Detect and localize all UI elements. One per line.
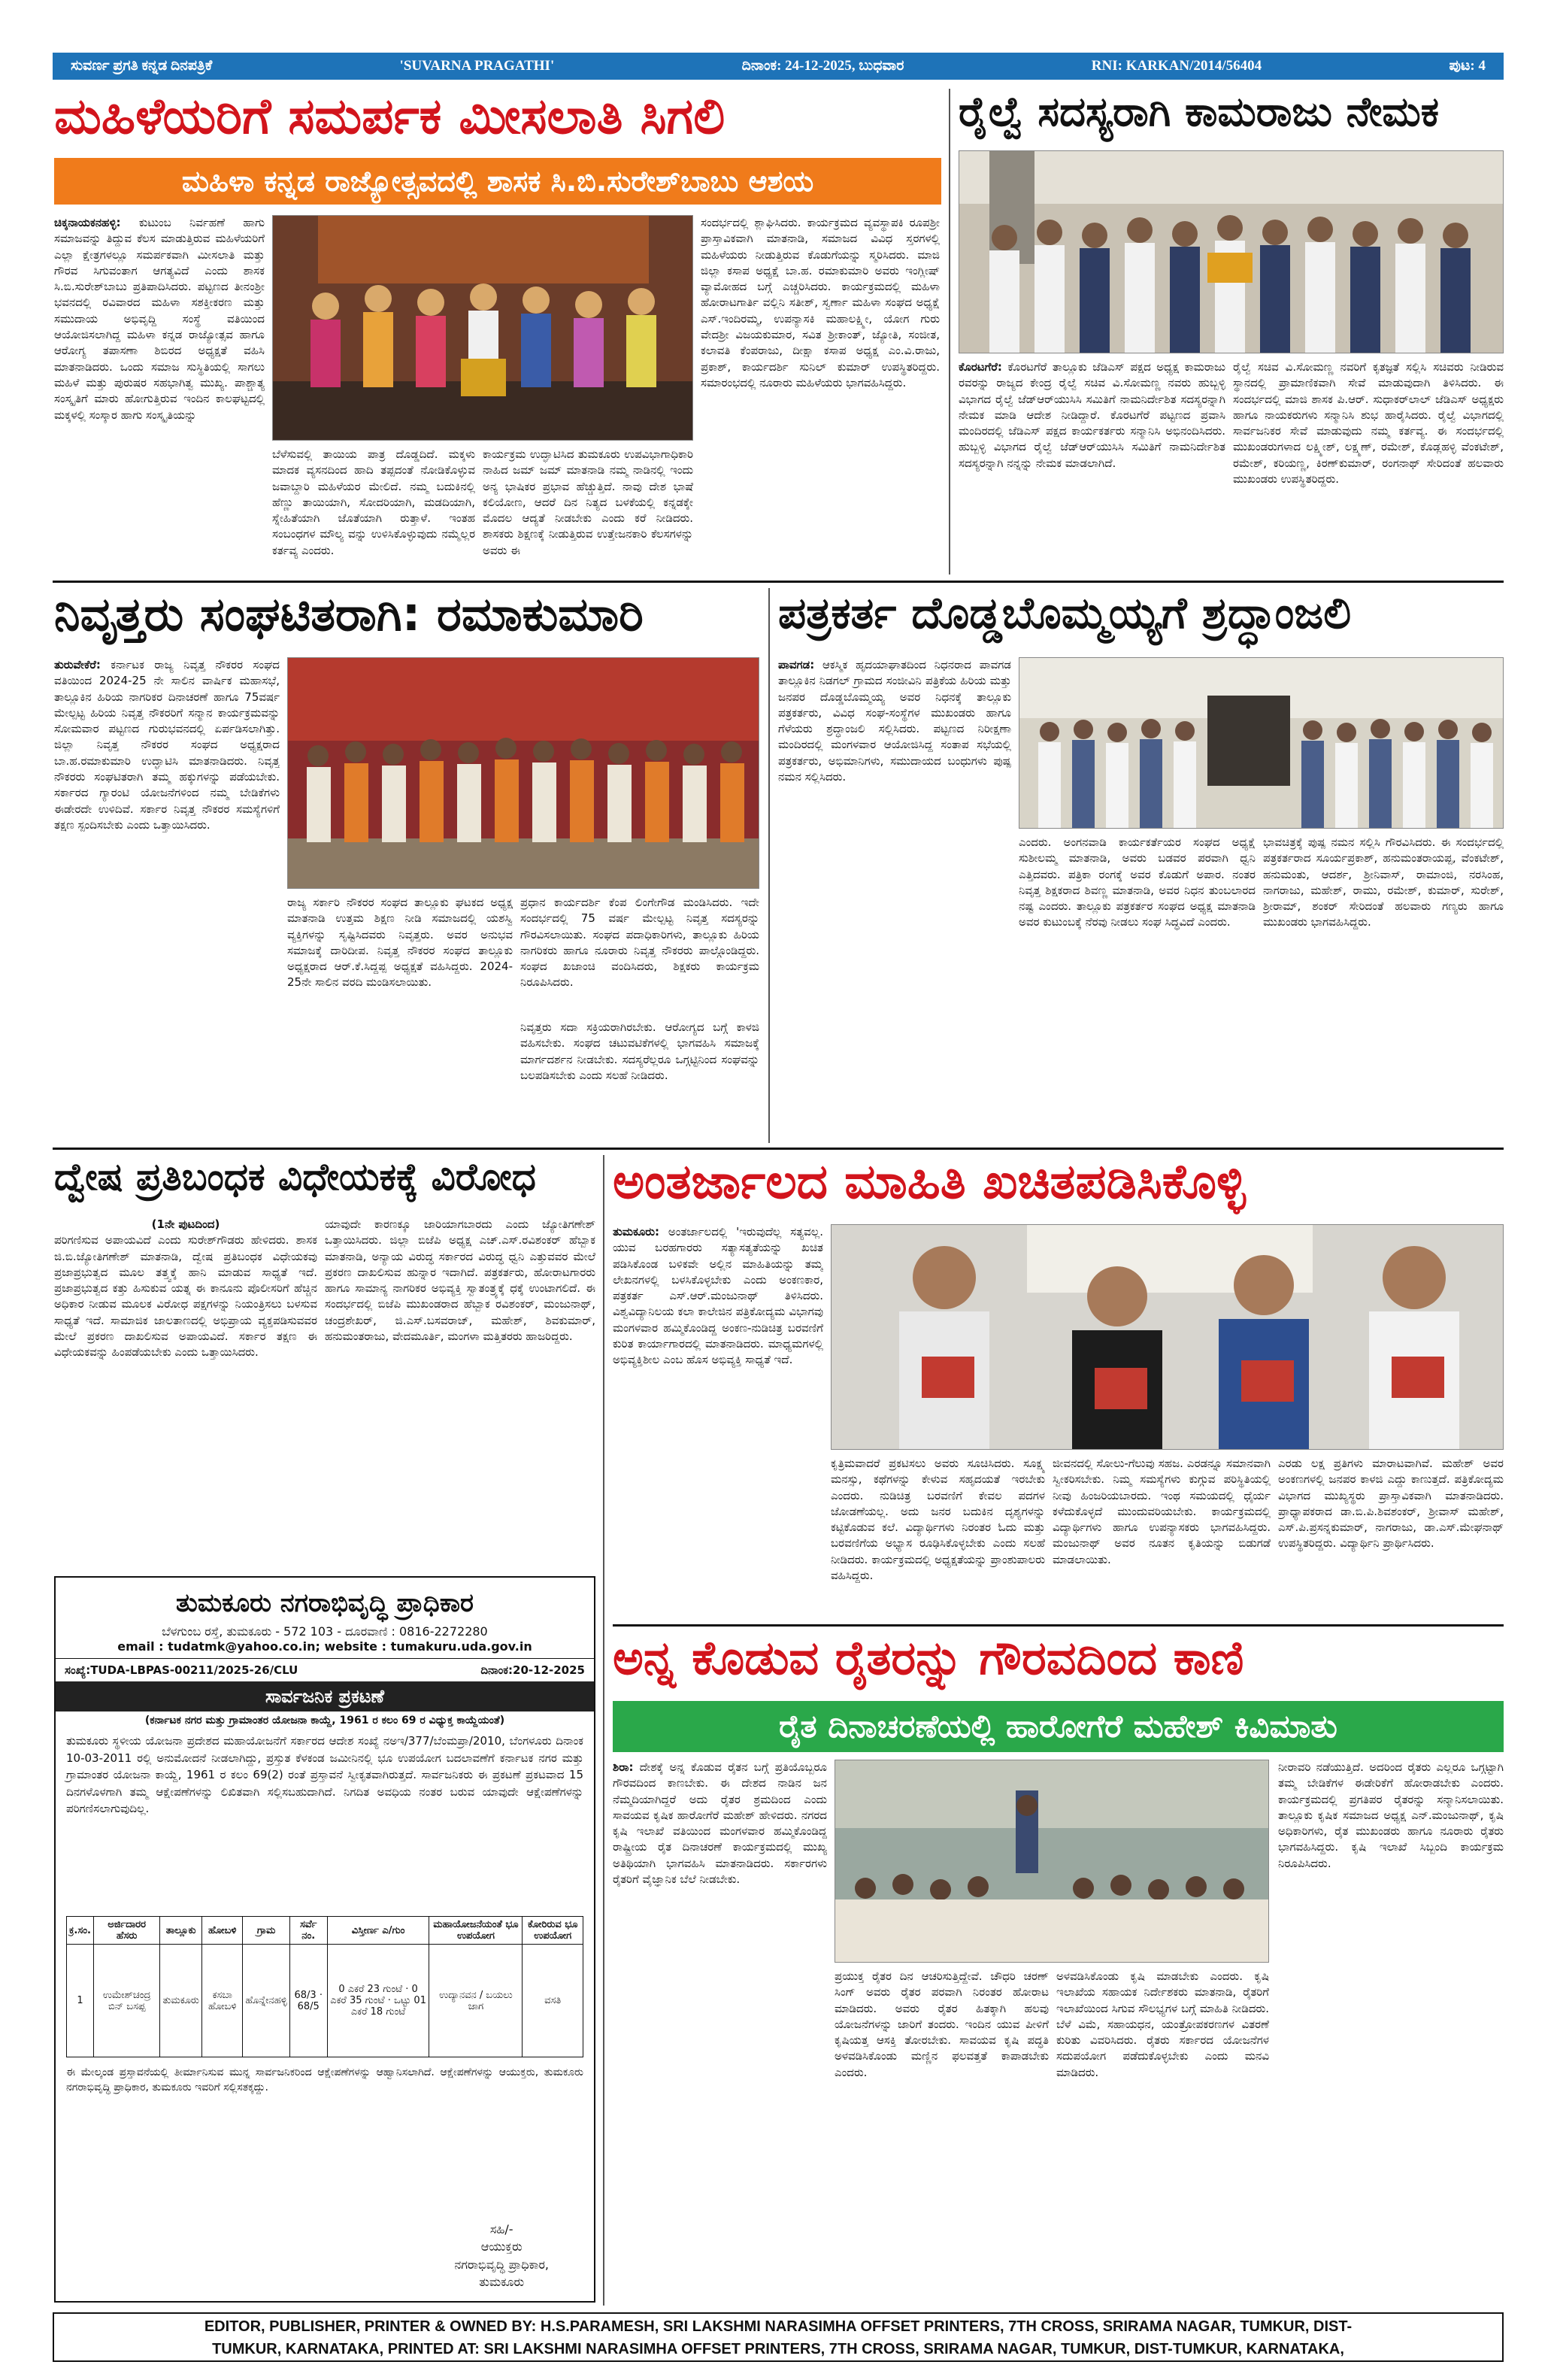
notice-body: ತುಮಕೂರು ಸ್ಥಳೀಯ ಯೋಜನಾ ಪ್ರದೇಶದ ಮಹಾಯೋಜನೆಗೆ ಸರ್ಕಾರದ ಆದೇಶ ಸಂಖ್ಯೆ ನಅಇ/377/ಬೆಂಮಪ್ರಾ/2010, ಬೆಂಗಳೂರು ದಿನಾಂಕ 10-03-2011 ರಲ್ಲಿ ಅನುಮೋದನೆ ನೀಡಲಾಗಿದ್ದು, ಪ್ರಸ್ತುತ ಕೆಳಕಂಡ ಜಮೀನಿನಲ್ಲಿ ಭೂ ಉಪಯೋಗ ಬದಲಾವಣೆಗೆ ಕರ್ನಾಟಕ ನಗರ ಮತ್ತು ಗ್ರಾಮಾಂತರ ಯೋಜನಾ ಕಾಯ್ದೆ, 1961 ರ ಕಲಂ 69(2) ರಂತೆ ಪ್ರಸ್ತಾವನೆ ಸ್ವೀಕೃತವಾಗಿರುತ್ತದೆ. ಸಾರ್ವಜನಿಕರು ಈ ಪ್ರಕಟಣೆ ಪ್ರಕಟವಾದ 15 ದಿನಗಳೊಳಗಾಗಿ ತಮ್ಮ ಆಕ್ಷೇಪಣೆಗಳನ್ನು ಲಿಖಿತವಾಗಿ ಸಲ್ಲಿಸಬಹುದಾಗಿದೆ. ನಿಗದಿತ ಅವಧಿಯ ನಂತರ ಬರುವ ಯಾವುದೇ ಆಕ್ಷೇಪಣೆಗಳನ್ನು ಪರಿಗಣಿಸಲಾಗುವುದಿಲ್ಲ.: [66, 1734, 583, 1815]
story1-col1-text: ಕುಟುಂಬ ನಿರ್ವಹಣೆ ಹಾಗು ಸಮಾಜವನ್ನು ತಿದ್ದುವ ಕೆಲಸ ಮಾಡುತ್ತಿರುವ ಮಹಿಳೆಯರಿಗೆ ಎಲ್ಲಾ ಕ್ಷೇತ್ರಗಳಲ್ಲೂ ಸಮರ್ಪಕವಾಗಿ ಮೀಸಲಾತಿ ಮತ್ತು ಗೌರವ ಸಿಗುವಂತಾಗ ಆಗತ್ಯವಿದೆ ಎಂದು ಶಾಸಕ ಸಿ.ಬಿ.ಸುರೇಶ್‌ಬಾಬು ಪ್ರತಿಪಾದಿಸಿದರು. ಪಟ್ಟಣದ ತೀನಂಶ್ರೀ ಭವನದಲ್ಲಿ ರವಿವಾರದ ಮಹಿಳಾ ಸಶಕ್ತೀಕರಣ ಮತ್ತು ಸಮುದಾಯ ಅಭಿವೃದ್ದಿ ಸಂಸ್ಥೆ ವತಿಯಿಂದ ಆಯೋಜಿಸಲಾಗಿದ್ದ ಮಹಿಳಾ ಕನ್ನಡ ರಾಜ್ಯೋತ್ಸವ ಹಾಗೂ ಆರೋಗ್ಯ ತಪಾಸಣಾ ಶಿಬಿರದ ಅಧ್ಯಕ್ಷತೆ ವಹಿಸಿ ಮಾತನಾಡಿದರು. ಒಂದು ಸಮಾಜ ಸುಸ್ಥಿತಿಯಲ್ಲಿ ಸಾಗಲು ಮಹಿಳೆ ಮತ್ತು ಪುರುಷರ ಸಹಭಾಗಿತ್ವ ಮುಖ್ಯ. ಪಾಶ್ಚಾತ್ಯ ಸಂಸ್ಕೃತಿಗೆ ಮಾರು ಹೋಗುತ್ತಿರುವ ಇಂದಿನ ಕಾಲಘಟ್ಟದಲ್ಲಿ ಮಕ್ಕಳಲ್ಲಿ ಸಂಸ್ಕಾರ ಹಾಗು ಸಂಸ್ಕೃತಿಯನ್ನು: [54, 216, 265, 422]
story7-dateline: ಶಿರಾ:: [613, 1760, 634, 1774]
story6-col3: ಜೀವನದಲ್ಲಿ ಸೋಲು-ಗೆಲುವು ಸಹಜ. ಎರಡನ್ನೂ ಸಮಾನವಾಗಿ ಸ್ವೀಕರಿಸಬೇಕು. ನಿಮ್ಮ ಸಮಸ್ಯೆಗಳು ಕುಗ್ಗುವ ಪರಿಸ್ಥಿತಿಯಲ್ಲಿ ನೀವು ಹಿಂಜರಿಯಬಾರದು. ಇಂಥ ಸಮಯದಲ್ಲಿ ಧೈರ್ಯ ಕಳೆದುಕೊಳ್ಳದೆ ಮುಂದುವರಿಯಬೇಕು. ಕಾರ್ಯಕ್ರಮದಲ್ಲಿ ವಿದ್ಯಾರ್ಥಿಗಳು ಹಾಗೂ ಉಪನ್ಯಾಸಕರು ಭಾಗವಹಿಸಿದ್ದರು. ಮಂಜುನಾಥ್ ಅವರ ನೂತನ ಕೃತಿಯನ್ನು ಬಿಡುಗಡೆ ಮಾಡಲಾಯಿತು.: [1053, 1457, 1271, 1566]
story3-col2: ರಾಜ್ಯ ಸರ್ಕಾರಿ ನೌಕರರ ಸಂಘದ ತಾಲ್ಲೂಕು ಘಟಕದ ಅಧ್ಯಕ್ಷ ಮಾತನಾಡಿ ಉತ್ತಮ ಶಿಕ್ಷಣ ನೀಡಿ ಸಮಾಜದಲ್ಲಿ ಯಶಸ್ವಿ ವ್ಯಕ್ತಿಗಳನ್ನು ಸೃಷ್ಟಿಸಿದವರು ನಿವೃತ್ತರು. ಅವರ ಅನುಭವ ಸಮಾಜಕ್ಕೆ ದಾರಿದೀಪ. ನಿವೃತ್ತ ನೌಕರರ ಸಂಘದ ತಾಲ್ಲೂಕು ಅಧ್ಯಕ್ಷರಾದ ಆರ್.ಕೆ.ಸಿದ್ದಪ್ಪ ಅಧ್ಯಕ್ಷತೆ ವಹಿಸಿದ್ದರು. 2024-25ನೇ ಸಾಲಿನ ವರದಿ ಮಂಡಿಸಲಾಯಿತು.: [287, 896, 513, 990]
story1-dateline: ಚಿಕ್ಕನಾಯಕನಹಳ್ಳಿ:: [54, 216, 121, 229]
story7-col4: ನೀರಾವರಿ ನಡೆಯುತ್ತಿದೆ. ಅದರಿಂದ ರೈತರು ಎಲ್ಲರೂ ಒಗ್ಗಟ್ಟಾಗಿ ತಮ್ಮ ಬೇಡಿಕೆಗಳ ಈಡೇರಿಕೆಗೆ ಹೋರಾಡಬೇಕು ಎಂದರು. ಕಾರ್ಯಕ್ರಮದಲ್ಲಿ ಪ್ರಗತಿಪರ ರೈತರನ್ನು ಸನ್ಮಾನಿಸಲಾಯಿತು. ತಾಲ್ಲೂಕು ಕೃಷಿಕ ಸಮಾಜದ ಅಧ್ಯಕ್ಷ ಎನ್.ಮಂಜುನಾಥ್, ಕೃಷಿ ಅಧಿಕಾರಿಗಳು, ರೈತ ಮುಖಂಡರು ಹಾಗೂ ನೂರಾರು ರೈತರು ಭಾಗವಹಿಸಿದ್ದರು. ಕೃಷಿ ಇಲಾಖೆ ಸಿಬ್ಬಂದಿ ಕಾರ್ಯಕ್ರಮ ನಿರೂಪಿಸಿದರು.: [1278, 1760, 1504, 1870]
table-cell: 68/3 · 68/5: [289, 1945, 327, 2057]
story6-photo: [831, 1224, 1504, 1450]
story1-photo: [272, 215, 693, 441]
story3-col4: ನಿವೃತ್ತರು ಸದಾ ಸಕ್ರಿಯರಾಗಿರಬೇಕು. ಆರೋಗ್ಯದ ಬಗ್ಗೆ ಕಾಳಜಿ ವಹಿಸಬೇಕು. ಸಂಘದ ಚಟುವಟಿಕೆಗಳಲ್ಲಿ ಭಾಗವಹಿಸಿ ಸಮಾಜಕ್ಕೆ ಮಾರ್ಗದರ್ಶನ ನೀಡಬೇಕು. ಸದಸ್ಯರೆಲ್ಲರೂ ಒಗ್ಗಟ್ಟಿನಿಂದ ಸಂಘವನ್ನು ಬಲಪಡಿಸಬೇಕು ಎಂದು ಸಲಹೆ ನೀಡಿದರು.: [520, 1020, 759, 1082]
signature-line: ತುಮಕೂರು: [479, 2274, 525, 2289]
section-divider: [53, 1148, 1504, 1150]
signature-line: ನಗರಾಭಿವೃದ್ಧಿ ಪ್ರಾಧಿಕಾರ,: [454, 2257, 549, 2272]
story1-headline: ಮಹಿಳೆಯರಿಗೆ ಸಮರ್ಪಕ ಮೀಸಲಾತಿ ಸಿಗಲಿ: [54, 92, 726, 145]
signature-line: ಆಯುಕ್ತರು: [480, 2239, 523, 2254]
imprint-line: TUMKUR, KARNATAKA, PRINTED AT: SRI LAKSHMI NARASIMHA OFFSET PRINTERS, 7TH CROSS, SRIRAMA NAGAR, TUMKUR, DIST-TUMKUR, KARNATAKA,: [212, 2341, 1344, 2357]
story1-subhead: ಮಹಿಳಾ ಕನ್ನಡ ರಾಜ್ಯೋತ್ಸವದಲ್ಲಿ ಶಾಸಕ ಸಿ.ಬಿ.ಸುರೇಶ್‌ಬಾಬು ಆಶಯ: [54, 158, 941, 205]
table-header: ಹೋಬಳಿ: [201, 1917, 243, 1945]
story6-dateline: ತುಮಕೂರು:: [613, 1225, 660, 1239]
story7-headline: ಅನ್ನ ಕೊಡುವ ರೈತರನ್ನು ಗೌರವದಿಂದ ಕಾಣಿ: [613, 1635, 1244, 1685]
table-cell: ಉದ್ಯಾನವನ / ಬಯಲು ಜಾಗ: [429, 1945, 523, 2057]
table-cell: ತುಮಕೂರು: [160, 1945, 202, 2057]
story6-col1-text: ಅಂತರ್ಜಾಲದಲ್ಲಿ 'ಇರುವುದೆಲ್ಲ ಸತ್ಯವಲ್ಲ. ಯುವ ಬರಹಗಾರರು ಸತ್ಯಾಸತ್ಯತೆಯನ್ನು ಖಚಿತ ಪಡಿಸಿಕೊಂಡ ಬಳಿಕವೇ ಅಲ್ಲಿನ ಮಾಹಿತಿಯನ್ನು ತಮ್ಮ ಲೇಖನಗಳಲ್ಲಿ ಬಳಸಿಕೊಳ್ಳಬೇಕು ಎಂದು ಅಂಕಣಕಾರ, ಪತ್ರಕರ್ತ ಎಸ್.ಆರ್.ಮಂಜುನಾಥ್ ತಿಳಿಸಿದರು. ವಿಶ್ವವಿದ್ಯಾನಿಲಯ ಕಲಾ ಕಾಲೇಜಿನ ಪತ್ರಿಕೋದ್ಯಮ ವಿಭಾಗವು ಮಂಗಳವಾರ ಹಮ್ಮಿಕೊಂಡಿದ್ದ ಅಂಕಣ-ನುಡಿಚಿತ್ರ ಬರವಣಿಗೆ ಕುರಿತ ಕಾರ್ಯಾಗಾರದಲ್ಲಿ ಮಾತನಾಡಿದರು. ಮಾಧ್ಯಮಗಳಲ್ಲಿ ಅಭಿವ್ಯಕ್ತಿಶೀಲ ಎಂಬ ಹೊಸ ಅಭಿವ್ಯಕ್ತಿ ಸಾಧ್ಯತೆ ಇದೆ.: [613, 1225, 823, 1367]
story6-col2: ಕೃತ್ರಿಮವಾದರೆ ಪ್ರಕಟಿಸಲು ಅವರು ಸೂಚಿಸಿದರು. ಸೂಕ್ಷ್ಮ ಮನಸ್ಸು, ಕಥೆಗಳನ್ನು ಕೇಳುವ ಸಹೃದಯತೆ ಇರಬೇಕು ಎಂದರು. ನುಡಿಚಿತ್ರ ಬರವಣಿಗೆ ಕೇವಲ ಪದಗಳ ಜೋಡಣೆಯಲ್ಲ. ಅದು ಜನರ ಬದುಕಿನ ದೃಶ್ಯಗಳನ್ನು ಕಟ್ಟಿಕೊಡುವ ಕಲೆ. ವಿದ್ಯಾರ್ಥಿಗಳು ನಿರಂತರ ಓದು ಮತ್ತು ಬರವಣಿಗೆಯ ಅಭ್ಯಾಸ ರೂಢಿಸಿಕೊಳ್ಳಬೇಕು ಎಂದು ಸಲಹೆ ನೀಡಿದರು. ಕಾರ್ಯಕ್ರಮದಲ್ಲಿ ಅಧ್ಯಕ್ಷತೆಯನ್ನು ಪ್ರಾಂಶುಪಾಲರು ವಹಿಸಿದ್ದರು.: [831, 1457, 1045, 1583]
story6-col1: [613, 1224, 823, 1615]
masthead: [53, 53, 1504, 80]
story4-col2: ಎಂದರು. ಅಂಗನವಾಡಿ ಕಾರ್ಯಕರ್ತೆಯರ ಸಂಘದ ಅಧ್ಯಕ್ಷೆ ಸುಶೀಲಮ್ಮ ಮಾತನಾಡಿ, ಅವರು ಬಡವರ ಪರವಾಗಿ ಧ್ವನಿ ಎತ್ತಿದವರು. ಪತ್ರಿಕಾ ರಂಗಕ್ಕೆ ಅವರ ಕೊಡುಗೆ ಅಪಾರ. ನಂತರ ನಿವೃತ್ತ ಶಿಕ್ಷಕರಾದ ಶಿವಣ್ಣ ಮಾತನಾಡಿ, ಅವರ ನಿಧನ ತುಂಬಲಾರದ ನಷ್ಟ ಎಂದರು. ತಾಲ್ಲೂಕು ಪತ್ರಕರ್ತರ ಸಂಘದ ಅಧ್ಯಕ್ಷ ಮಾತನಾಡಿ ಅವರ ಕುಟುಂಬಕ್ಕೆ ನೆರವು ನೀಡಲು ಸಂಘ ಸಿದ್ಧವಿದೆ ಎಂದರು.: [1019, 835, 1256, 929]
story2-photo: [959, 150, 1504, 353]
story4-dateline: ಪಾವಗಡ:: [778, 658, 815, 672]
notice-table-header: [67, 1917, 583, 1945]
story2-col2: ರೈಲ್ವೆ ಸಚಿವ ವಿ.ಸೋಮಣ್ಣ ನವರಿಗೆ ಕೃತಜ್ಞತೆ ಸಲ್ಲಿಸಿ ಸಚಿವರು ನೀಡಿರುವ ಸ್ಥಾನದಲ್ಲಿ ಪ್ರಾಮಾಣಿಕವಾಗಿ ಸೇವೆ ಮಾಡುವುದಾಗಿ ತಿಳಿಸಿದರು. ಈ ಸಂದರ್ಭದಲ್ಲಿ ಮಾಜಿ ಶಾಸಕ ಪಿ.ಆರ್. ಸುಧಾಕರ್‌ಲಾಲ್ ಜೆಡಿಎಸ್ ಅಧ್ಯಕ್ಷರು ಹಾಗೂ ನಾಯಕರುಗಳು ಸನ್ಮಾನಿಸಿ ಶುಭ ಹಾರೈಸಿದರು. ರೈಲ್ವೆ ವಿಭಾಗದಲ್ಲಿ ಸಾರ್ವಜನಿಕರ ಸೇವೆ ಮಾಡುವುದು ನಮ್ಮ ಕರ್ತವ್ಯ. ಈ ಸಂದರ್ಭದಲ್ಲಿ ಮುಖಂಡರುಗಳಾದ ಲಕ್ಷ್ಮೀಶ್, ಲಕ್ಷ್ಮಣ್, ರಮೇಶ್, ಕೊಡ್ಲಹಳ್ಳಿ ವೆಂಕಟೇಶ್, ರಮೇಶ್, ಕರಿಯಣ್ಣ, ಕಿರಣ್‌ಕುಮಾರ್, ರಂಗನಾಥ್ ಸೇರಿದಂತೆ ಹಲವಾರು ಮುಖಂಡರು ಉಪಸ್ಥಿತರಿದ್ದರು.: [1233, 360, 1504, 487]
story3-photo: [287, 657, 759, 889]
story7-subhead: ರೈತ ದಿನಾಚರಣೆಯಲ್ಲಿ ಹಾರೋಗೆರೆ ಮಹೇಶ್ ಕಿವಿಮಾತು: [613, 1701, 1504, 1752]
table-header: ಕೋರಿರುವ ಭೂ ಉಪಯೋಗ: [523, 1917, 583, 1945]
story7-photo: [835, 1760, 1269, 1963]
table-row: [67, 1945, 583, 2057]
story7-col1: [613, 1760, 827, 2303]
story3-col3: ಪ್ರಧಾನ ಕಾರ್ಯದರ್ಶಿ ಕೆಂಪ ಲಿಂಗೇಗೌಡ ಮಂಡಿಸಿದರು. ಇದೇ ಸಂದರ್ಭದಲ್ಲಿ 75 ವರ್ಷ ಮೇಲ್ಪಟ್ಟ ನಿವೃತ್ತ ಸದಸ್ಯರನ್ನು ಗೌರವಿಸಲಾಯಿತು. ಸಂಘದ ಪದಾಧಿಕಾರಿಗಳು, ತಾಲ್ಲೂಕು ಹಿರಿಯ ನಾಗರಿಕರು ಹಾಗೂ ನೂರಾರು ನಿವೃತ್ತ ನೌಕರರು ಪಾಲ್ಗೊಂಡಿದ್ದರು. ಸಂಘದ ಖಜಾಂಚಿ ವಂದಿಸಿದರು, ಶಿಕ್ಷಕರು ಕಾರ್ಯಕ್ರಮ ನಿರೂಪಿಸಿದರು.: [520, 896, 759, 990]
column-divider: [603, 1155, 604, 2306]
story1-col4: ಸಂದರ್ಭದಲ್ಲಿ ಶ್ಲಾಘಿಸಿದರು. ಕಾರ್ಯಕ್ರಮದ ವ್ಯವಸ್ಥಾಪಕಿ ರೂಪಶ್ರೀ ಪ್ರಾಸ್ತಾವಿಕವಾಗಿ ಮಾತನಾಡಿ, ಸಮಾಜದ ವಿವಿಧ ಸ್ತರಗಳಲ್ಲಿ ಮಹಿಳೆಯರು ನೀಡುತ್ತಿರುವ ಕೊಡುಗೆಯನ್ನು ಸ್ಮರಿಸಿದರು. ಮಾಜಿ ಜಿಲ್ಲಾ ಕಸಾಪ ಅಧ್ಯಕ್ಷೆ ಬಾ.ಹ. ರಮಾಕುಮಾರಿ ಅವರು ಇಂಗ್ಲೀಷ್ ವ್ಯಾಮೋಹದ ಬಗ್ಗೆ ಎಚ್ಚರಿಸಿದರು. ಕಾರ್ಯಕ್ರಮದಲ್ಲಿ ಮಹಿಳಾ ಹೋರಾಟಗಾರ್ತಿ ವಲ್ಲಿನಿ ಸತೀಶ್, ಸ್ವರ್ಣಾ ಮಹಿಳಾ ಸಂಘದ ಅಧ್ಯಕ್ಷೆ ಎಸ್.ಇಂದಿರಮ್ಮ, ಉಪನ್ಯಾಸಕಿ ಮಹಾಲಕ್ಷ್ಮೀ, ಯೋಗ ಗುರು ವೇದಶ್ರೀ ವಿಜಯಕುಮಾರ, ಸವಿತ ಶ್ರೀಕಾಂತ್, ಜ್ಯೋತಿ, ಸಂಜೀತ, ಕಲಾವತಿ ಕೆಂಪರಾಜು, ದೀಕ್ಷಾ ಕಸಾಪ ಅಧ್ಯಕ್ಷ ಎಂ.ವಿ.ರಾಜು, ಪ್ರಕಾಶ್, ಕಾರ್ಯದರ್ಶಿ ಸುನಿಲ್ ಕುಮಾರ್ ಉಪಸ್ಥಿತರಿದ್ದರು. ಸಮಾರಂಭದಲ್ಲಿ ನೂರಾರು ಮಹಿಳೆಯರು ಭಾಗವಹಿಸಿದ್ದರು.: [701, 216, 940, 390]
story3-dateline: ತುರುವೇಕೆರೆ:: [54, 658, 101, 672]
public-notice: [54, 1576, 595, 2303]
table-cell: ವಸತಿ: [523, 1945, 583, 2057]
table-cell: ಉಮೇಶ್‌ಚಂದ್ರ ಬಿನ್ ಬಸಪ್ಪ: [93, 1945, 159, 2057]
notice-footnote: ಈ ಮೇಲ್ಕಂಡ ಪ್ರಸ್ತಾವನೆಯಲ್ಲಿ ತೀರ್ಮಾನಿಸುವ ಮುನ್ನ ಸಾರ್ವಜನಿಕರಿಂದ ಆಕ್ಷೇಪಣೆಗಳನ್ನು ಆಹ್ವಾನಿಸಲಾಗಿದೆ. ಆಕ್ಷೇಪಣೆಗಳನ್ನು ಆಯುಕ್ತರು, ತುಮಕೂರು ನಗರಾಭಿವೃದ್ಧಿ ಪ್ರಾಧಿಕಾರ, ತುಮಕೂರು ಇವರಿಗೆ ಸಲ್ಲಿಸತಕ್ಕದ್ದು.: [66, 2066, 583, 2094]
story5-col2: ಯಾವುದೇ ಕಾರಣಕ್ಕೂ ಜಾರಿಯಾಗಬಾರದು ಎಂದು ಜ್ಯೋತಿಗಣೇಶ್ ಒತ್ತಾಯಿಸಿದರು. ಜಿಲ್ಲಾ ಬಿಜೆಪಿ ಅಧ್ಯಕ್ಷ ಎಚ್.ಎಸ್.ರವಿಶಂಕರ್ ಹೆಬ್ಬಾಕ ಮಾತನಾಡಿ, ಅನ್ಯಾಯ ವಿರುದ್ಧ ಸರ್ಕಾರದ ವಿರುದ್ಧ ಧ್ವನಿ ಎತ್ತುವವರ ಮೇಲೆ ಪ್ರಕರಣ ದಾಖಲಿಸುವ ಹುನ್ನಾರ ಇದಾಗಿದೆ. ಪತ್ರಕರ್ತರು, ಹೋರಾಟಗಾರರು ಹಾಗೂ ಸಾಮಾನ್ಯ ನಾಗರಿಕರ ಅಭಿವ್ಯಕ್ತಿ ಸ್ವಾತಂತ್ರ್ಯಕ್ಕೆ ಧಕ್ಕೆ ಉಂಟಾಗಲಿದೆ. ಈ ಸಂದರ್ಭದಲ್ಲಿ ಬಿಜೆಪಿ ಮುಖಂಡರಾದ ಹೆಬ್ಬಾಕ ರವಿಶಂಕರ್, ಮಂಜುನಾಥ್, ಚಂದ್ರಶೇಖರ್, ಜಿ.ಎಸ್.ಬಸವರಾಜ್, ಮಹೇಶ್, ಶಿವಕುಮಾರ್, ಹನುಮಂತರಾಜು, ವೇದಮೂರ್ತಿ, ಮಂಗಳಾ ಮತ್ತಿತರರು ಹಾಜರಿದ್ದರು.: [325, 1217, 595, 1344]
notice-table-wrap: [56, 1913, 594, 2060]
imprint-footer: [53, 2312, 1504, 2362]
notice-act: (ಕರ್ನಾಟಕ ನಗರ ಮತ್ತು ಗ್ರಾಮಾಂತರ ಯೋಜನಾ ಕಾಯ್ದೆ, 1961 ರ ಕಲಂ 69 ರ ವಿಧ್ಯುಕ್ತ ಕಾಯ್ದೆಯಂತೆ): [144, 1715, 505, 1727]
section-divider: [53, 581, 1504, 583]
notice-email: email : tudatmk@yahoo.co.in; website : tumakuru.uda.gov.in: [117, 1639, 532, 1654]
table-header: ಸರ್ವೆ ನಂ.: [289, 1917, 327, 1945]
column-divider: [949, 89, 950, 575]
story4-col1: [778, 657, 1011, 1138]
table-header: ಗ್ರಾಮ: [243, 1917, 289, 1945]
notice-title: ತುಮಕೂರು ನಗರಾಭಿವೃದ್ಧಿ ಪ್ರಾಧಿಕಾರ: [175, 1588, 474, 1618]
story6-col4: ಎರಡು ಲಕ್ಷ ಪ್ರತಿಗಳು ಮಾರಾಟವಾಗಿವೆ. ಮಹೇಶ್ ಅವರ ಅಂಕಣಗಳಲ್ಲಿ ಜನಪರ ಕಾಳಜಿ ಎದ್ದು ಕಾಣುತ್ತದೆ. ಪತ್ರಿಕೋದ್ಯಮ ವಿಭಾಗದ ಮುಖ್ಯಸ್ಥರು ಪ್ರಾಸ್ತಾವಿಕವಾಗಿ ಮಾತನಾಡಿದರು. ಪ್ರಾಧ್ಯಾಪಕರಾದ ಡಾ.ಬಿ.ಪಿ.ಶಿವಶಂಕರ್, ಶ್ರೀವಾಸ್ ಮಹೇಶ್, ಎಸ್.ಪಿ.ಪ್ರಸನ್ನಕುಮಾರ್, ನಾಗರಾಜು, ಡಾ.ಎಸ್.ಮೇಘನಾಥ್ ಉಪಸ್ಥಿತರಿದ್ದರು. ವಿದ್ಯಾರ್ಥಿನಿ ಪ್ರಾರ್ಥಿಸಿದರು.: [1278, 1457, 1504, 1551]
story4-photo-image: [1019, 658, 1504, 829]
story4-photo: [1019, 657, 1504, 829]
notice-ref: ಸಂಖ್ಯೆ:TUDA-LBPAS-00211/2025-26/CLU: [65, 1663, 298, 1677]
story1-col3: ಕಾರ್ಯಕ್ರಮ ಉದ್ಘಾಟಿಸಿದ ತುಮಕೂರು ಉಪವಿಭಾಗಾಧಿಕಾರಿ ನಾಹಿದ ಜಮ್ ಜಮ್ ಮಾತನಾಡಿ ನಮ್ಮ ನಾಡಿನಲ್ಲಿ ಇಂದು ಅನ್ಯ ಭಾಷಿಕರ ಪ್ರಭಾವ ಹೆಚ್ಚುತ್ತಿದೆ. ನಾವು ದೇಶ ಭಾಷೆ ಕಲಿಯೋಣ, ಆದರೆ ದಿನ ನಿತ್ಯದ ಬಳಕೆಯಲ್ಲಿ ಕನ್ನಡಕ್ಕೇ ಮೊದಲ ಆದ್ಯತೆ ನೀಡಬೇಕು ಎಂದು ಕರೆ ನೀಡಿದರು. ಶಾಸಕರು ಶಿಕ್ಷಣಕ್ಕೆ ನೀಡುತ್ತಿರುವ ಉತ್ತೇಜನಕಾರಿ ಕೆಲಸಗಳನ್ನು ಅವರು ಈ: [483, 447, 693, 557]
story4-col1-text: ಆಕಸ್ಮಿಕ ಹೃದಯಾಘಾತದಿಂದ ನಿಧನರಾದ ಪಾವಗಡ ತಾಲ್ಲೂಕಿನ ನಿಡಗಲ್ ಗ್ರಾಮದ ಸಂಜೀವಿನಿ ಪತ್ರಿಕೆಯ ಹಿರಿಯ ಮತ್ತು ಜನಪರ ದೊಡ್ಡಬೊಮ್ಮಯ್ಯ ಅವರ ನಿಧನಕ್ಕೆ ತಾಲ್ಲೂಕು ಪತ್ರಕರ್ತರು, ವಿವಿಧ ಸಂಘ-ಸಂಸ್ಥೆಗಳ ಮುಖಂಡರು ಹಾಗೂ ಗೆಳೆಯರು ಶ್ರದ್ಧಾಂಜಲಿ ಸಲ್ಲಿಸಿದರು. ಪಟ್ಟಣದ ನಿರೀಕ್ಷಣಾ ಮಂದಿರದಲ್ಲಿ ಮಂಗಳವಾರ ಆಯೋಜಿಸಿದ್ದ ಸಂತಾಪ ಸಭೆಯಲ್ಲಿ ಪತ್ರಕರ್ತರು, ಅಭಿಮಾನಿಗಳು, ಸಮುದಾಯದ ಬಂಧುಗಳು ಪುಷ್ಪ ನಮನ ಸಲ್ಲಿಸಿದರು.: [778, 658, 1011, 784]
table-header: ಅರ್ಜಿದಾರರ ಹೆಸರು: [93, 1917, 159, 1945]
table-cell: 1: [67, 1945, 94, 2057]
story4-headline: ಪತ್ರಕರ್ತ ದೊಡ್ಡಬೊಮ್ಮಯ್ಯಗೆ ಶ್ರದ್ಧಾಂಜಲಿ: [778, 591, 1352, 638]
notice-address: ಬೆಳಗುಂಬ ರಸ್ತೆ, ತುಮಕೂರು - 572 103 - ದೂರವಾಣಿ : 0816-2272280: [162, 1624, 488, 1639]
story7-col3: ಅಳವಡಿಸಿಕೊಂಡು ಕೃಷಿ ಮಾಡಬೇಕು ಎಂದರು. ಕೃಷಿ ಇಲಾಖೆಯ ಸಹಾಯಕ ನಿರ್ದೇಶಕರು ಮಾತನಾಡಿ, ರೈತರಿಗೆ ಇಲಾಖೆಯಿಂದ ಸಿಗುವ ಸೌಲಭ್ಯಗಳ ಬಗ್ಗೆ ಮಾಹಿತಿ ನೀಡಿದರು. ಬೆಳೆ ವಿಮೆ, ಸಹಾಯಧನ, ಯಂತ್ರೋಪಕರಣಗಳ ವಿತರಣೆ ಕುರಿತು ವಿವರಿಸಿದರು. ರೈತರು ಸರ್ಕಾರದ ಯೋಜನೆಗಳ ಸದುಪಯೋಗ ಪಡೆದುಕೊಳ್ಳಬೇಕು ಎಂದು ಮನವಿ ಮಾಡಿದರು.: [1056, 1969, 1269, 2079]
paper-name-kannada: ಸುವರ್ಣ ಪ್ರಗತಿ ಕನ್ನಡ ದಿನಪತ್ರಿಕೆ: [71, 58, 213, 74]
table-cell: ಕಸಬಾ ಹೋಬಳಿ: [201, 1945, 243, 2057]
table-header: ಕ್ರ.ಸಂ.: [67, 1917, 94, 1945]
table-cell: ಹೊನ್ನೇನಹಳ್ಳಿ: [243, 1945, 289, 2057]
story5-col1: [54, 1217, 317, 1569]
table-cell: 0 ಎಕರೆ 23 ಗುಂಟೆ · 0 ಎಕರೆ 35 ಗುಂಟೆ · ಒಟ್ಟು 01 ಎಕರೆ 18 ಗುಂಟೆ: [327, 1945, 429, 2057]
section-divider: [613, 1624, 1504, 1627]
signature-line: ಸಹಿ/-: [489, 2222, 513, 2237]
story3-col1-text: ಕರ್ನಾಟಕ ರಾಜ್ಯ ನಿವೃತ್ತ ನೌಕರರ ಸಂಘದ ವತಿಯಿಂದ 2024-25 ನೇ ಸಾಲಿನ ವಾರ್ಷಿಕ ಮಹಾಸಭೆ, ತಾಲ್ಲೂಕಿನ ಹಿರಿಯ ನಾಗರಿಕರ ದಿನಾಚರಣೆ ಹಾಗೂ 75ವರ್ಷ ಮೇಲ್ಪಟ್ಟ ಹಿರಿಯ ನಿವೃತ್ತ ನೌಕರರಿಗೆ ಸನ್ಮಾನ ಕಾರ್ಯಕ್ರಮವನ್ನು ಸೋಮವಾರ ಪಟ್ಟಣದ ಗುರುಭವನದಲ್ಲಿ ಏರ್ಪಡಿಸಲಾಗಿತ್ತು. ಜಿಲ್ಲಾ ನಿವೃತ್ತ ನೌಕರರ ಸಂಘದ ಅಧ್ಯಕ್ಷರಾದ ಬಾ.ಹ.ರಮಾಕುಮಾರಿ ಉದ್ಘಾಟಿಸಿ ಮಾತನಾಡಿದರು. ನಿವೃತ್ತ ನೌಕರರು ಸಂಘಟಿತರಾಗಿ ತಮ್ಮ ಹಕ್ಕುಗಳನ್ನು ಪಡೆಯಬೇಕು. ಸರ್ಕಾರದ ಗ್ಯಾರಂಟಿ ಯೋಜನೆಗಳಿಂದ ನಮ್ಮ ಬೇಡಿಕೆಗಳು ಈಡೇರದೇ ಉಳಿದಿವೆ. ಸರ್ಕಾರ ನಿವೃತ್ತ ನೌಕರರ ಸಮಸ್ಯೆಗಳಿಗೆ ತಕ್ಷಣ ಸ್ಪಂದಿಸಬೇಕು ಎಂದು ಒತ್ತಾಯಿಸಿದರು.: [54, 658, 280, 832]
table-header: ತಾಲ್ಲೂಕು: [160, 1917, 202, 1945]
story5-continued: (1ನೇ ಪುಟದಿಂದ): [151, 1217, 220, 1231]
column-divider: [768, 588, 770, 1143]
notice-bar: ಸಾರ್ವಜನಿಕ ಪ್ರಕಟಣೆ: [56, 1681, 594, 1711]
story1-col2: ಬೆಳೆಸುವಲ್ಲಿ ತಾಯಿಯ ಪಾತ್ರ ದೊಡ್ಡದಿದೆ. ಮಕ್ಕಳು ಮಾದಕ ವ್ಯಸನದಿಂದ ಹಾದಿ ತಪ್ಪದಂತೆ ನೋಡಿಕೊಳ್ಳುವ ಜವಾಬ್ದಾರಿ ಮಹಿಳೆಯರ ಮೇಲಿದೆ. ನಮ್ಮ ಬದುಕಿನಲ್ಲಿ ಹೆಣ್ಣು ತಾಯಿಯಾಗಿ, ಸೋದರಿಯಾಗಿ, ಮಡದಿಯಾಗಿ, ಸ್ನೇಹಿತೆಯಾಗಿ ಜೊತೆಯಾಗಿ ರುತ್ತಾಳೆ. ಇಂತಹ ಸಂಬಂಧಗಳ ಮೌಲ್ಯ ವನ್ನು ಉಳಿಸಿಕೊಳ್ಳುವುದು ನಮ್ಮೆಲ್ಲರ ಕರ್ತವ್ಯ ಎಂದರು.: [272, 447, 475, 557]
story5-col1-text: ಪರಿಗಣಿಸುವ ಅಪಾಯವಿದೆ ಎಂದು ಸುರೇಶ್‌ಗೌಡರು ಹೇಳಿದರು. ಶಾಸಕ ಜಿ.ಬಿ.ಜ್ಯೋತಿಗಣೇಶ್ ಮಾತನಾಡಿ, ದ್ವೇಷ ಪ್ರತಿಬಂಧಕ ವಿಧೇಯಕವು ಪ್ರಜಾಪ್ರಭುತ್ವದ ಮೂಲ ತತ್ತ್ವಕ್ಕೆ ಹಾನಿ ಮಾಡುವ ಸಾಧ್ಯತೆ ಇದೆ. ಪ್ರಜಾಪ್ರಭುತ್ವದ ಕತ್ತು ಹಿಸುಕುವ ಯತ್ನ ಈ ಕಾನೂನು ಪೊಲೀಸರಿಗೆ ಹೆಚ್ಚಿನ ಅಧಿಕಾರ ನೀಡುವ ಮೂಲಕ ವಿರೋಧ ಪಕ್ಷಗಳನ್ನು ನಿಯಂತ್ರಿಸಲು ಬಳಸುವ ಸಾಧ್ಯತೆ ಇದೆ. ಸಾಮಾಜಿಕ ಜಾಲತಾಣದಲ್ಲಿ ಅಭಿಪ್ರಾಯ ವ್ಯಕ್ತಪಡಿಸುವವರ ಮೇಲೆ ಪ್ರಕರಣ ದಾಖಲಿಸುವ ಅಪಾಯವಿದೆ. ಸರ್ಕಾರ ತಕ್ಷಣ ಈ ವಿಧೇಯಕವನ್ನು ಹಿಂಪಡೆಯಬೇಕು ಎಂದು ಒತ್ತಾಯಿಸಿದರು.: [54, 1233, 317, 1360]
notice-signature: [454, 2221, 549, 2291]
story1-photo-image: [273, 216, 693, 441]
notice-ref-row: [56, 1658, 594, 1681]
story7-col2: ಪ್ರಯುಕ್ತ ರೈತರ ದಿನ ಆಚರಿಸುತ್ತಿದ್ದೇವೆ. ಚೌಧರಿ ಚರಣ್ ಸಿಂಗ್ ಅವರು ರೈತರ ಪರವಾಗಿ ನಿರಂತರ ಹೋರಾಟ ಮಾಡಿದರು. ಅವರು ರೈತರ ಹಿತಕ್ಕಾಗಿ ಹಲವು ಯೋಜನೆಗಳನ್ನು ಜಾರಿಗೆ ತಂದರು. ಇಂದಿನ ಯುವ ಪೀಳಿಗೆ ಕೃಷಿಯತ್ತ ಆಸಕ್ತಿ ತೋರಬೇಕು. ಸಾವಯವ ಕೃಷಿ ಪದ್ಧತಿ ಅಳವಡಿಸಿಕೊಂಡು ಮಣ್ಣಿನ ಫಲವತ್ತತೆ ಕಾಪಾಡಬೇಕು ಎಂದರು.: [835, 1969, 1049, 2079]
issue-date: ದಿನಾಂಕ: 24-12-2025, ಬುಧವಾರ: [741, 58, 904, 74]
story3-photo-image: [288, 658, 759, 889]
story2-col1: [959, 359, 1225, 572]
story2-headline: ರೈಲ್ವೆ ಸದಸ್ಯರಾಗಿ ಕಾಮರಾಜು ನೇಮಕ: [959, 92, 1440, 135]
table-header: ಮಹಾಯೋಜನೆಯಂತೆ ಭೂ ಉಪಯೋಗ: [429, 1917, 523, 1945]
story4-col3: ಭಾವಚಿತ್ರಕ್ಕೆ ಪುಷ್ಪ ನಮನ ಸಲ್ಲಿಸಿ ಗೌರವಿಸಿದರು. ಈ ಸಂದರ್ಭದಲ್ಲಿ ಪತ್ರಕರ್ತರಾದ ಸೂರ್ಯಪ್ರಕಾಶ್, ಹನುಮಂತರಾಯಪ್ಪ, ವೆಂಕಟೇಶ್, ಹನುಮಂತು, ಆದರ್ಶ, ಶ್ರೀನಿವಾಸ್, ರಾಮಾಂಜಿ, ನರಸಿಂಹ, ನಾಗರಾಜು, ಮಹೇಶ್, ರಾಮು, ರಮೇಶ್, ಕುಮಾರ್, ಸುರೇಶ್, ಶ್ರೀರಾಮ್, ಶಂಕರ್ ಸೇರಿದಂತೆ ಹಲವಾರು ಗಣ್ಯರು ಹಾಗೂ ಮುಖಂಡರು ಭಾಗವಹಿಸಿದ್ದರು.: [1263, 835, 1504, 929]
story7-photo-image: [835, 1760, 1269, 1963]
story6-headline: ಅಂತರ್ಜಾಲದ ಮಾಹಿತಿ ಖಚಿತಪಡಿಸಿಕೊಳ್ಳಿ: [613, 1158, 1246, 1210]
story1-col1: [54, 215, 265, 568]
notice-date: ದಿನಾಂಕ:20-12-2025: [480, 1663, 585, 1677]
story3-headline: ನಿವೃತ್ತರು ಸಂಘಟಿತರಾಗಿ: ರಮಾಕುಮಾರಿ: [54, 591, 644, 641]
rni-number: RNI: KARKAN/2014/56404: [1091, 58, 1262, 74]
story2-dateline: ಕೊರಟಗೆರೆ:: [959, 360, 1002, 374]
notice-table: [66, 1916, 583, 2057]
table-header: ವಿಸ್ತೀರ್ಣ ಎ/ಗುಂ: [327, 1917, 429, 1945]
story7-col1-text: ದೇಶಕ್ಕೆ ಅನ್ನ ಕೊಡುವ ರೈತನ ಬಗ್ಗೆ ಪ್ರತಿಯೊಬ್ಬರೂ ಗೌರವದಿಂದ ಕಾಣಬೇಕು. ಈ ದೇಶದ ನಾಡಿನ ಜನ ನೆಮ್ಮದಿಯಾಗಿದ್ದರೆ ಅದು ರೈತರ ಶ್ರಮದಿಂದ ಎಂದು ಸಾವಯವ ಕೃಷಿಕ ಹಾರೋಗೆರೆ ಮಹೇಶ್ ಹೇಳಿದರು. ನಗರದ ಕೃಷಿ ಇಲಾಖೆ ವತಿಯಿಂದ ಮಂಗಳವಾರ ಹಮ್ಮಿಕೊಂಡಿದ್ದ ರಾಷ್ಟ್ರೀಯ ರೈತ ದಿನಾಚರಣೆ ಕಾರ್ಯಕ್ರಮದಲ್ಲಿ ಮುಖ್ಯ ಅತಿಥಿಯಾಗಿ ಭಾಗವಹಿಸಿ ಮಾತನಾಡಿದರು. ಸರ್ಕಾರಗಳು ರೈತರಿಗೆ ವೈಜ್ಞಾನಿಕ ಬೆಲೆ ನೀಡಬೇಕು.: [613, 1760, 827, 1887]
story3-col1: [54, 657, 280, 1138]
story2-photo-image: [959, 151, 1504, 353]
imprint-line: EDITOR, PUBLISHER, PRINTER & OWNED BY: H.S.PARAMESH, SRI LAKSHMI NARASIMHA OFFSET PRINTERS, 7TH CROSS, SRIRAMA NAGAR, TUMKUR, DIST-: [204, 2318, 1353, 2335]
story5-headline: ದ್ವೇಷ ಪ್ರತಿಬಂಧಕ ವಿಧೇಯಕಕ್ಕೆ ವಿರೋಧ: [54, 1158, 536, 1199]
page-number: ಪುಟ: 4: [1449, 58, 1486, 74]
story6-photo-image: [832, 1225, 1504, 1450]
story2-col1-text: ಕೊರಟಗೆರೆ ತಾಲ್ಲೂಕು ಜೆಡಿಎಸ್ ಪಕ್ಷದ ಅಧ್ಯಕ್ಷ ಕಾಮರಾಜು ರವರನ್ನು ರಾಜ್ಯದ ಕೇಂದ್ರ ರೈಲ್ವೆ ಸಚಿವ ವಿ.ಸೋಮಣ್ಣ ನವರು ಹುಬ್ಬಳ್ಳಿ ವಿಭಾಗದ ರೈಲ್ವೆ ಜೆಡ್‌ಆರ್‌ಯುಸಿಸಿ ಸಮಿತಿಗೆ ನಾಮನಿರ್ದೇಶಿತ ಸದಸ್ಯರನ್ನಾಗಿ ನೇಮಕ ಮಾಡಿ ಆದೇಶ ನೀಡಿದ್ದಾರೆ. ಕೊರಟಗೆರೆ ಪಟ್ಟಣದ ಪ್ರವಾಸಿ ಮಂದಿರದಲ್ಲಿ ಜೆಡಿಎಸ್ ಪಕ್ಷದ ಕಾರ್ಯಕರ್ತರು ಸನ್ಮಾನಿಸಿ ಅಭಿನಂದಿಸಿದರು. ಹುಬ್ಬಳ್ಳಿ ವಿಭಾಗದ ರೈಲ್ವೆ ಜೆಡ್‌ಆರ್‌ಯುಸಿಸಿ ಸಮಿತಿಗೆ ನಾಮನಿರ್ದೇಶಿತ ಸದಸ್ಯರನ್ನಾಗಿ ನನ್ನನ್ನು ನೇಮಕ ಮಾಡಲಾಗಿದೆ.: [959, 360, 1225, 470]
paper-name-english: 'SUVARNA PRAGATHI': [399, 58, 555, 74]
